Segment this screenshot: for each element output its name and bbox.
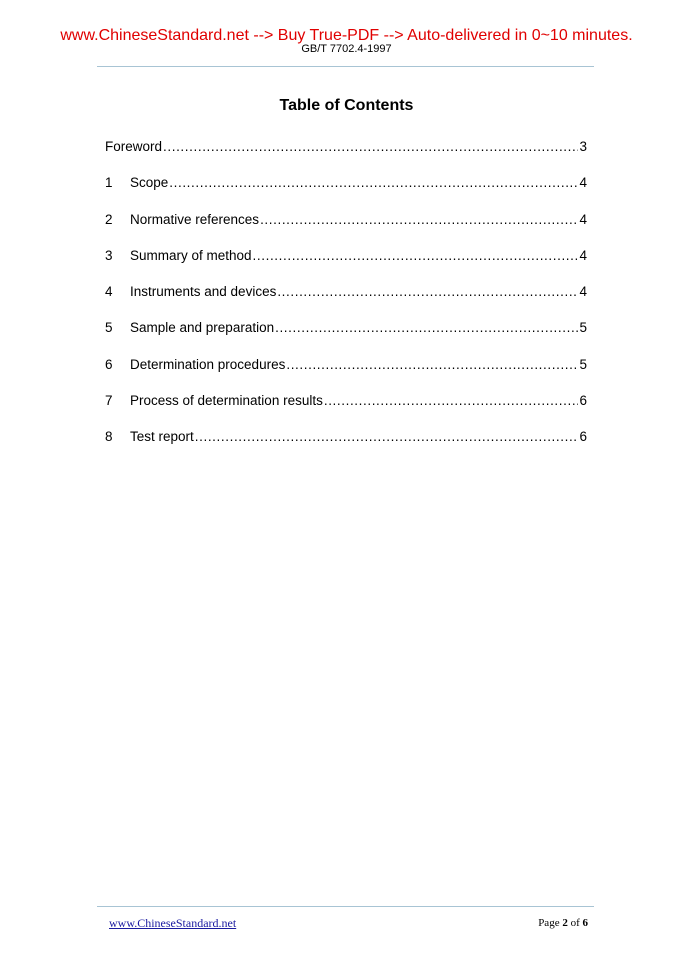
toc-entry-number: 7 [105, 393, 113, 409]
toc-leader-dots [163, 138, 578, 156]
toc-leader-dots [195, 428, 579, 446]
toc-entry-summary-of-method[interactable] [105, 247, 587, 283]
toc-leader-dots [260, 211, 578, 229]
toc-entry-number: 5 [105, 320, 113, 336]
footer-divider [97, 906, 594, 907]
toc-entry-label: Summary of method [130, 247, 252, 263]
toc-entry-page: 4 [579, 247, 587, 263]
toc-entry-number: 6 [105, 356, 113, 372]
header-divider [97, 66, 594, 67]
toc-entry-test-report[interactable] [105, 428, 587, 464]
toc-entry-label: Instruments and devices [130, 284, 277, 300]
toc-entry-page: 5 [579, 356, 587, 372]
toc-entry-page: 5 [579, 320, 587, 336]
toc-entry-page: 6 [579, 393, 587, 409]
toc-entry-label: Process of determination results [130, 393, 323, 409]
page-current: 2 [562, 917, 568, 929]
toc-entry-number: 8 [105, 429, 113, 445]
toc-entry-label: Foreword [105, 139, 163, 154]
toc-entry-scope[interactable] [105, 174, 587, 210]
header-banner-link[interactable]: www.ChineseStandard.net --> Buy True-PDF --> Auto-delivered in 0~10 minutes. [60, 27, 633, 44]
toc-leader-dots [253, 247, 579, 265]
page-of: of [567, 917, 583, 929]
page-prefix: Page [538, 917, 563, 929]
toc-entry-normative-references[interactable] [105, 211, 587, 247]
toc-leader-dots [275, 319, 578, 337]
toc-leader-dots [169, 174, 578, 192]
toc-entry-label: Test report [130, 429, 194, 445]
table-of-contents [105, 138, 587, 465]
toc-entry-label: Normative references [130, 211, 260, 227]
footer-site-link[interactable]: www.ChineseStandard.net [109, 916, 237, 930]
toc-title: Table of Contents [279, 97, 414, 114]
toc-entry-number: 4 [105, 284, 113, 300]
toc-entry-label: Scope [130, 175, 169, 191]
document-code: GB/T 7702.4-1997 [301, 43, 392, 55]
toc-entry-label: Determination procedures [130, 356, 286, 372]
toc-entry-determination-procedures[interactable] [105, 356, 587, 392]
toc-entry-number: 2 [105, 211, 113, 227]
toc-entry-sample-and-preparation[interactable] [105, 319, 587, 355]
toc-entry-page: 4 [579, 284, 587, 300]
toc-entry-page: 3 [579, 139, 587, 154]
toc-entry-page: 6 [579, 429, 587, 445]
toc-leader-dots [277, 283, 578, 301]
toc-entry-process-of-results[interactable] [105, 392, 587, 428]
toc-entry-page: 4 [579, 175, 587, 191]
toc-leader-dots [324, 392, 579, 410]
page-total: 6 [582, 917, 588, 929]
toc-entry-number: 3 [105, 247, 113, 263]
toc-entry-label: Sample and preparation [130, 320, 275, 336]
toc-entry-foreword[interactable] [105, 138, 587, 174]
toc-entry-number: 1 [105, 175, 113, 191]
toc-leader-dots [286, 356, 578, 374]
toc-entry-instruments-and-devices[interactable] [105, 283, 587, 319]
footer-page-number [538, 917, 588, 929]
toc-entry-page: 4 [579, 211, 587, 227]
